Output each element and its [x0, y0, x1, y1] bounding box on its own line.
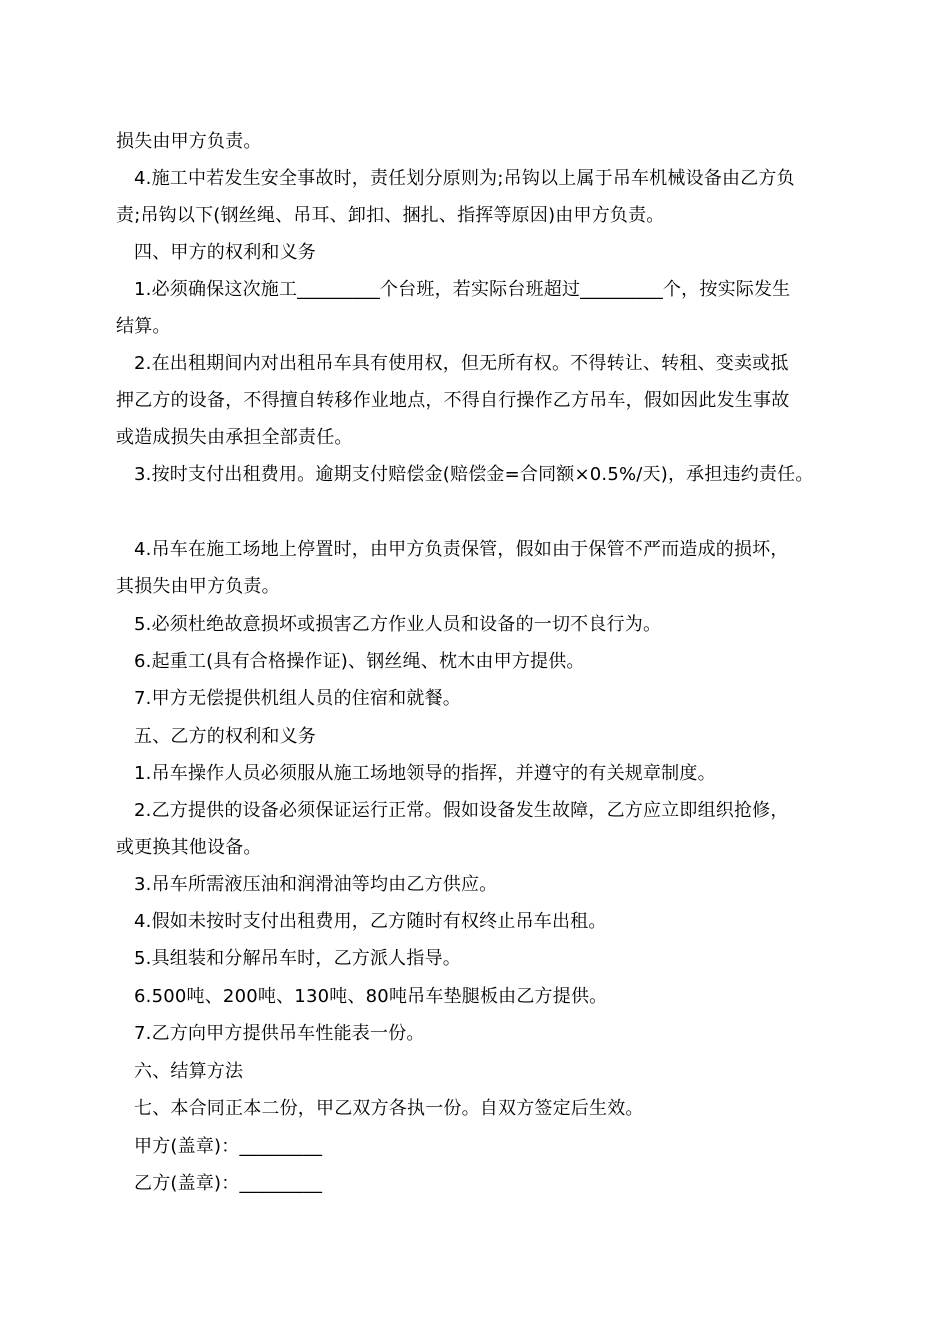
section-heading-5: 五、乙方的权利和义务	[134, 726, 316, 747]
text-line-3: 责;吊钩以下(钢丝绳、吊耳、卸扣、捆扎、指挥等原因)由甲方负责。	[116, 205, 665, 226]
section-heading-6: 六、结算方法	[134, 1061, 244, 1082]
section-heading-7: 七、本合同正本二份，甲乙双方各执一份。自双方签定后生效。	[134, 1098, 644, 1119]
text-line-22: 5.具组装和分解吊车时，乙方派人指导。	[134, 948, 461, 969]
text-line-13: 5.必须杜绝故意损坏或损害乙方作业人员和设备的一切不良行为。	[134, 614, 662, 635]
text-line-19: 或更换其他设备。	[116, 837, 262, 858]
text-line-17: 1.吊车操作人员必须服从施工场地领导的指挥，并遵守的有关规章制度。	[134, 763, 716, 784]
party-b-signature-line: 乙方(盖章)：_________	[134, 1173, 323, 1194]
text-line-9: 或造成损失由承担全部责任。	[116, 427, 353, 448]
text-line-15: 7.甲方无偿提供机组人员的住宿和就餐。	[134, 688, 461, 709]
text-line-5: 1.必须确保这次施工_________个台班，若实际台班超过_________个，按实际发生	[134, 279, 791, 300]
text-line-8: 押乙方的设备，不得擅自转移作业地点，不得自行操作乙方吊车，假如因此发生事故	[116, 390, 790, 411]
text-line-24: 7.乙方向甲方提供吊车性能表一份。	[134, 1023, 425, 1044]
text-line-18: 2.乙方提供的设备必须保证运行正常。假如设备发生故障，乙方应立即组织抢修，	[134, 800, 789, 821]
text-line-7: 2.在出租期间内对出租吊车具有使用权，但无所有权。不得转让、转租、变卖或抵	[134, 353, 789, 374]
text-line-6: 结算。	[116, 316, 171, 337]
section-heading-4: 四、甲方的权利和义务	[134, 242, 316, 263]
text-line-23: 6.500吨、200吨、130吨、80吨吊车垫腿板由乙方提供。	[134, 986, 608, 1007]
text-line-11: 4.吊车在施工场地上停置时，由甲方负责保管，假如由于保管不严而造成的损坏，	[134, 539, 789, 560]
text-line-10: 3.按时支付出租费用。逾期支付赔偿金(赔偿金=合同额×0.5%/天)，承担违约责任。	[134, 464, 814, 485]
text-line-14: 6.起重工(具有合格操作证)、钢丝绳、枕木由甲方提供。	[134, 651, 585, 672]
text-line-20: 3.吊车所需液压油和润滑油等均由乙方供应。	[134, 874, 498, 895]
text-line-12: 其损失由甲方负责。	[116, 576, 280, 597]
text-line-21: 4.假如未按时支付出租费用，乙方随时有权终止吊车出租。	[134, 911, 607, 932]
text-line-2: 4.施工中若发生安全事故时，责任划分原则为;吊钩以上属于吊车机械设备由乙方负	[134, 168, 795, 189]
text-line-1: 损失由甲方负责。	[116, 131, 262, 152]
party-a-signature-line: 甲方(盖章)：_________	[134, 1136, 323, 1157]
